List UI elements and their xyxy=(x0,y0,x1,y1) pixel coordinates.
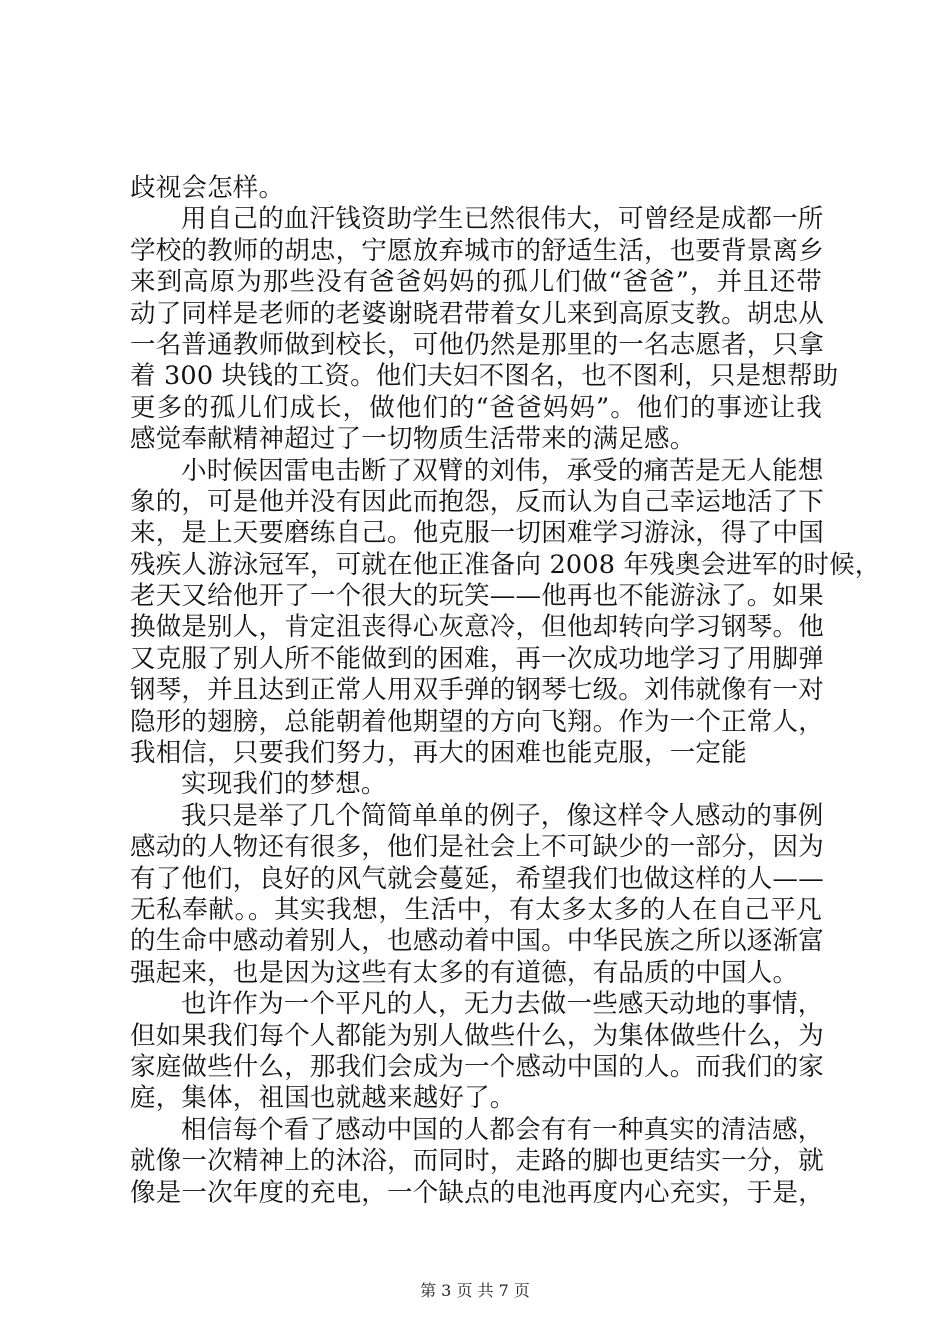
paragraph xyxy=(130,801,822,989)
text-line: 无私奉献。。其实我想，生活中，有太多太多的人在自己平凡 xyxy=(130,894,822,925)
text-line: 感动的人物还有很多，他们是社会上不可缺少的一部分，因为 xyxy=(130,832,824,863)
text-line: 更多的孤儿们成长，做他们的“爸爸妈妈”。他们的事迹让我 xyxy=(130,392,822,423)
text-line: 残疾人游泳冠军，可就在他正准备向 2008 年残奥会进军的时候， xyxy=(130,549,881,580)
paragraph xyxy=(130,204,839,455)
text-line: 也许作为一个平凡的人，无力去做一些感天动地的事情， xyxy=(181,989,824,1020)
text-line: 用自己的血汗钱资助学生已然很伟大，可曾经是成都一所 xyxy=(181,204,824,235)
text-line: 相信每个看了感动中国的人都会有有一种真实的清洁感， xyxy=(181,1114,824,1145)
text-line: 我相信，只要我们努力，再大的困难也能克服，一定能 xyxy=(130,738,747,769)
text-line: 钢琴，并且达到正常人用双手弹的钢琴七级。刘伟就像有一对 xyxy=(130,675,824,706)
paragraph xyxy=(130,455,881,770)
text-line: 像是一次年度的充电，一个缺点的电池再度内心充实，于是， xyxy=(130,1177,824,1208)
text-line: 的生命中感动着别人，也感动着中国。中华民族之所以逐渐富 xyxy=(130,926,824,957)
text-line: 来，是上天要磨练自己。他克服一切困难学习游泳，得了中国 xyxy=(130,518,824,549)
document-body xyxy=(130,173,881,1209)
text-line: 着 300 块钱的工资。他们夫妇不图名，也不图利，只是想帮助 xyxy=(130,361,839,392)
text-line: 来到高原为那些没有爸爸妈妈的孤儿们做“爸爸”，并且还带 xyxy=(130,267,822,298)
text-line: 家庭做些什么，那我们会成为一个感动中国的人。而我们的家 xyxy=(130,1051,824,1082)
text-line: 强起来，也是因为这些有太多的有道德，有品质的中国人。 xyxy=(130,957,799,988)
page-footer: 第 3 页 共 7 页 xyxy=(420,1281,530,1300)
text-line: 但如果我们每个人都能为别人做些什么，为集体做些什么，为 xyxy=(130,1020,824,1051)
text-line: 一名普通教师做到校长，可他仍然是那里的一名志愿者，只拿 xyxy=(130,329,824,360)
text-line: 换做是别人，肯定沮丧得心灰意冷，但他却转向学习钢琴。他 xyxy=(130,612,824,643)
paragraph xyxy=(130,769,822,800)
text-line: 就像一次精神上的沐浴，而同时，走路的脚也更结实一分，就 xyxy=(130,1146,824,1177)
text-line: 老天又给他开了一个很大的玩笑——他再也不能游泳了。如果 xyxy=(130,581,824,612)
text-line: 又克服了别人所不能做到的困难，再一次成功地学习了用脚弹 xyxy=(130,643,824,674)
paragraph xyxy=(130,1115,822,1209)
paragraph xyxy=(130,173,822,204)
text-line: 有了他们，良好的风气就会蔓延，希望我们也做这样的人—— xyxy=(130,863,824,894)
text-line: 实现我们的梦想。 xyxy=(181,769,387,800)
text-line: 动了同样是老师的老婆谢晓君带着女儿来到高原支教。胡忠从 xyxy=(130,298,824,329)
text-line: 学校的教师的胡忠，宁愿放弃城市的舒适生活，也要背景离乡 xyxy=(130,235,824,266)
text-line: 歧视会怎样。 xyxy=(130,173,285,203)
text-line: 感觉奉献精神超过了一切物质生活带来的满足感。 xyxy=(130,424,696,455)
text-line: 象的，可是他并没有因此而抱怨，反而认为自己幸运地活了下 xyxy=(130,486,824,517)
text-line: 隐形的翅膀，总能朝着他期望的方向飞翔。作为一个正常人， xyxy=(130,706,824,737)
paragraph xyxy=(130,989,822,1115)
text-line: 庭，集体，祖国也就越来越好了。 xyxy=(130,1083,516,1114)
text-line: 我只是举了几个简简单单的例子，像这样令人感动的事例 xyxy=(181,800,824,831)
text-line: 小时候因雷电击断了双臂的刘伟，承受的痛苦是无人能想 xyxy=(181,455,824,486)
